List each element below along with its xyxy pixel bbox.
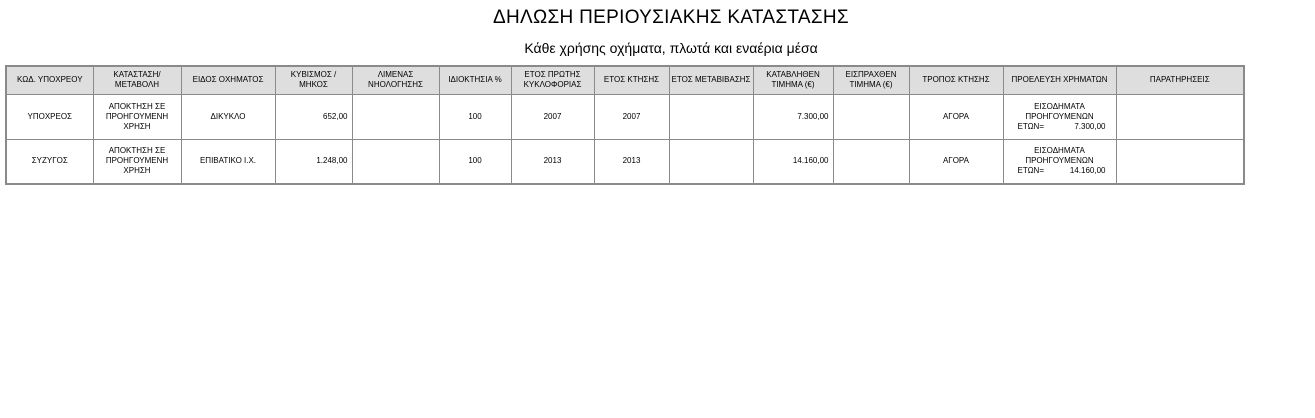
cell-ownership: 100 (439, 139, 511, 184)
table-row (6, 139, 1244, 184)
cell-status: ΑΠΟΚΤΗΣΗ ΣΕ ΠΡΟΗΓΟΥΜΕΝΗ ΧΡΗΣΗ (93, 94, 181, 139)
header-vehicle-type: ΕΙΔΟΣ ΟΧΗΜΑΤΟΣ (181, 66, 275, 94)
funds-origin-label: ΕΤΩΝ= (1017, 166, 1045, 176)
header-first-circulation-year: ΕΤΟΣ ΠΡΩΤΗΣ ΚΥΚΛΟΦΟΡΙΑΣ (511, 66, 594, 94)
header-acquisition-method: ΤΡΟΠΟΣ ΚΤΗΣΗΣ (909, 66, 1003, 94)
funds-origin-amount-line (1006, 166, 1114, 176)
document-title: ΔΗΛΩΣΗ ΠΕΡΙΟΥΣΙΑΚΗΣ ΚΑΤΑΣΤΑΣΗΣ (493, 7, 849, 28)
document-subtitle: Κάθε χρήσης οχήματα, πλωτά και εναέρια μέσα (524, 40, 818, 56)
cell-funds-origin (1003, 94, 1116, 139)
cell-status: ΑΠΟΚΤΗΣΗ ΣΕ ΠΡΟΗΓΟΥΜΕΝΗ ΧΡΗΣΗ (93, 139, 181, 184)
funds-origin-amount-line (1006, 122, 1114, 132)
cell-price-received (833, 139, 909, 184)
cell-remarks (1116, 139, 1244, 184)
cell-acquisition-year: 2007 (594, 94, 669, 139)
cell-remarks (1116, 94, 1244, 139)
cell-port (352, 94, 439, 139)
cell-obligor-code: ΥΠΟΧΡΕΟΣ (6, 94, 93, 139)
header-displacement: ΚΥΒΙΣΜΟΣ / ΜΗΚΟΣ (275, 66, 352, 94)
cell-acquisition-method: ΑΓΟΡΑ (909, 139, 1003, 184)
header-price-paid: ΚΑΤΑΒΛΗΘΕΝ ΤΙΜΗΜΑ (€) (753, 66, 833, 94)
funds-origin-text: ΕΙΣΟΔΗΜΑΤΑ ΠΡΟΗΓΟΥΜΕΝΩΝ (1025, 101, 1094, 121)
header-acquisition-year: ΕΤΟΣ ΚΤΗΣΗΣ (594, 66, 669, 94)
header-funds-origin: ΠΡΟΕΛΕΥΣΗ ΧΡΗΜΑΤΩΝ (1003, 66, 1116, 94)
table-header-row (6, 66, 1244, 94)
cell-ownership: 100 (439, 94, 511, 139)
funds-origin-amount: 7.300,00 (1074, 121, 1106, 131)
cell-price-paid: 14.160,00 (753, 139, 833, 184)
cell-displacement: 652,00 (275, 94, 352, 139)
funds-origin-text: ΕΙΣΟΔΗΜΑΤΑ ΠΡΟΗΓΟΥΜΕΝΩΝ (1025, 146, 1094, 166)
vehicles-table (5, 65, 1245, 185)
cell-first-circulation-year: 2007 (511, 94, 594, 139)
header-obligor-code: ΚΩΔ. ΥΠΟΧΡΕΟΥ (6, 66, 93, 94)
cell-funds-origin (1003, 139, 1116, 184)
header-port: ΛΙΜΕΝΑΣ ΝΗΟΛΟΓΗΣΗΣ (352, 66, 439, 94)
cell-acquisition-year: 2013 (594, 139, 669, 184)
header-ownership: ΙΔΙΟΚΤΗΣΙΑ % (439, 66, 511, 94)
table-row (6, 94, 1244, 139)
cell-transfer-year (669, 94, 753, 139)
cell-obligor-code: ΣΥΖΥΓΟΣ (6, 139, 93, 184)
cell-price-received (833, 94, 909, 139)
cell-port (352, 139, 439, 184)
cell-acquisition-method: ΑΓΟΡΑ (909, 94, 1003, 139)
cell-vehicle-type: ΔΙΚΥΚΛΟ (181, 94, 275, 139)
funds-origin-amount: 14.160,00 (1069, 166, 1106, 176)
cell-vehicle-type: ΕΠΙΒΑΤΙΚΟ Ι.Χ. (181, 139, 275, 184)
cell-transfer-year (669, 139, 753, 184)
cell-first-circulation-year: 2013 (511, 139, 594, 184)
cell-displacement: 1.248,00 (275, 139, 352, 184)
header-price-received: ΕΙΣΠΡΑΧΘΕΝ ΤΙΜΗΜΑ (€) (833, 66, 909, 94)
cell-price-paid: 7.300,00 (753, 94, 833, 139)
header-status: ΚΑΤΑΣΤΑΣΗ/ ΜΕΤΑΒΟΛΗ (93, 66, 181, 94)
header-remarks: ΠΑΡΑΤΗΡΗΣΕΙΣ (1116, 66, 1244, 94)
funds-origin-label: ΕΤΩΝ= (1017, 121, 1045, 131)
header-transfer-year: ΕΤΟΣ ΜΕΤΑΒΙΒΑΣΗΣ (669, 66, 753, 94)
